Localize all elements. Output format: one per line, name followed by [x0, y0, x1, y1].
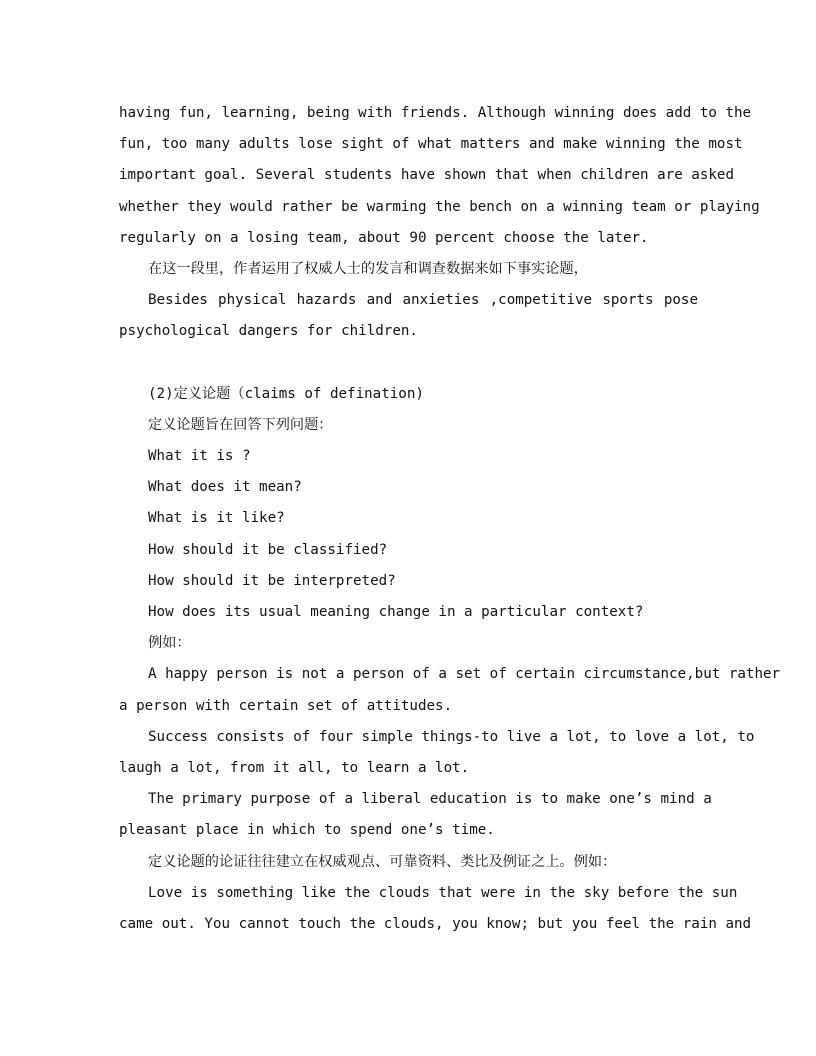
example-liberal-education: [119, 784, 712, 846]
text-line: Love is something like the clouds that were in the sky before the sun: [148, 884, 738, 901]
text-line: important goal. Several students have shown that when children are asked: [119, 167, 734, 184]
question-item: How should it be interpreted?: [148, 572, 396, 589]
example-label: 例如：: [148, 635, 191, 652]
question-item: What is it like?: [148, 510, 285, 527]
text-line: fun, too many adults lose sight of what matters and make winning the most: [119, 136, 743, 153]
paragraph-competition: [119, 98, 760, 254]
section-heading: (2)定义论题（claims of defination): [148, 385, 424, 402]
text-line: Success consists of four simple things-to live a lot, to love a lot, to: [148, 728, 755, 745]
example-love: [119, 878, 752, 940]
questions-intro: 定义论题旨在回答下列问题：: [148, 416, 333, 433]
question-item: What it is ?: [148, 448, 251, 465]
question-item: How does its usual meaning change in a particular context?: [148, 604, 644, 620]
text-line: whether they would rather be warming the bench on a winning team or playing: [119, 198, 760, 215]
text-line: laugh a lot, from it all, to learn a lot.: [119, 759, 470, 776]
question-item: How should it be classified?: [148, 541, 388, 558]
note-support: 定义论题的论证往往建立在权威观点、可靠资料、类比及例证之上。例如：: [148, 853, 617, 870]
text-line: pleasant place in which to spend one’s time.: [119, 822, 495, 839]
claim-factual: [119, 285, 698, 347]
question-list: [119, 441, 698, 628]
text-line: Besides physical hazards and anxieties ,competitive sports pose: [148, 292, 698, 309]
text-line: came out. You cannot touch the clouds, you know; but you feel the rain and: [119, 915, 752, 932]
document-page: [119, 98, 781, 940]
text-line: regularly on a losing team, about 90 percent choose the later.: [119, 229, 649, 246]
question-item: What does it mean?: [148, 479, 302, 496]
text-line: having fun, learning, being with friends. Although winning does add to the: [119, 105, 752, 121]
example-success: [119, 722, 755, 784]
blank-line: [119, 348, 698, 379]
note-factual-claim: 在这一段里，作者运用了权威人士的发言和调查数据来如下事实论题，: [148, 260, 588, 277]
text-line: psychological dangers for children.: [119, 323, 418, 340]
text-line: A happy person is not a person of a set of certain circumstance,but rather: [148, 666, 781, 683]
text-line: a person with certain set of attitudes.: [119, 697, 453, 714]
text-line: The primary purpose of a liberal education is to make one’s mind a: [148, 791, 712, 808]
example-happy-person: [119, 659, 781, 721]
